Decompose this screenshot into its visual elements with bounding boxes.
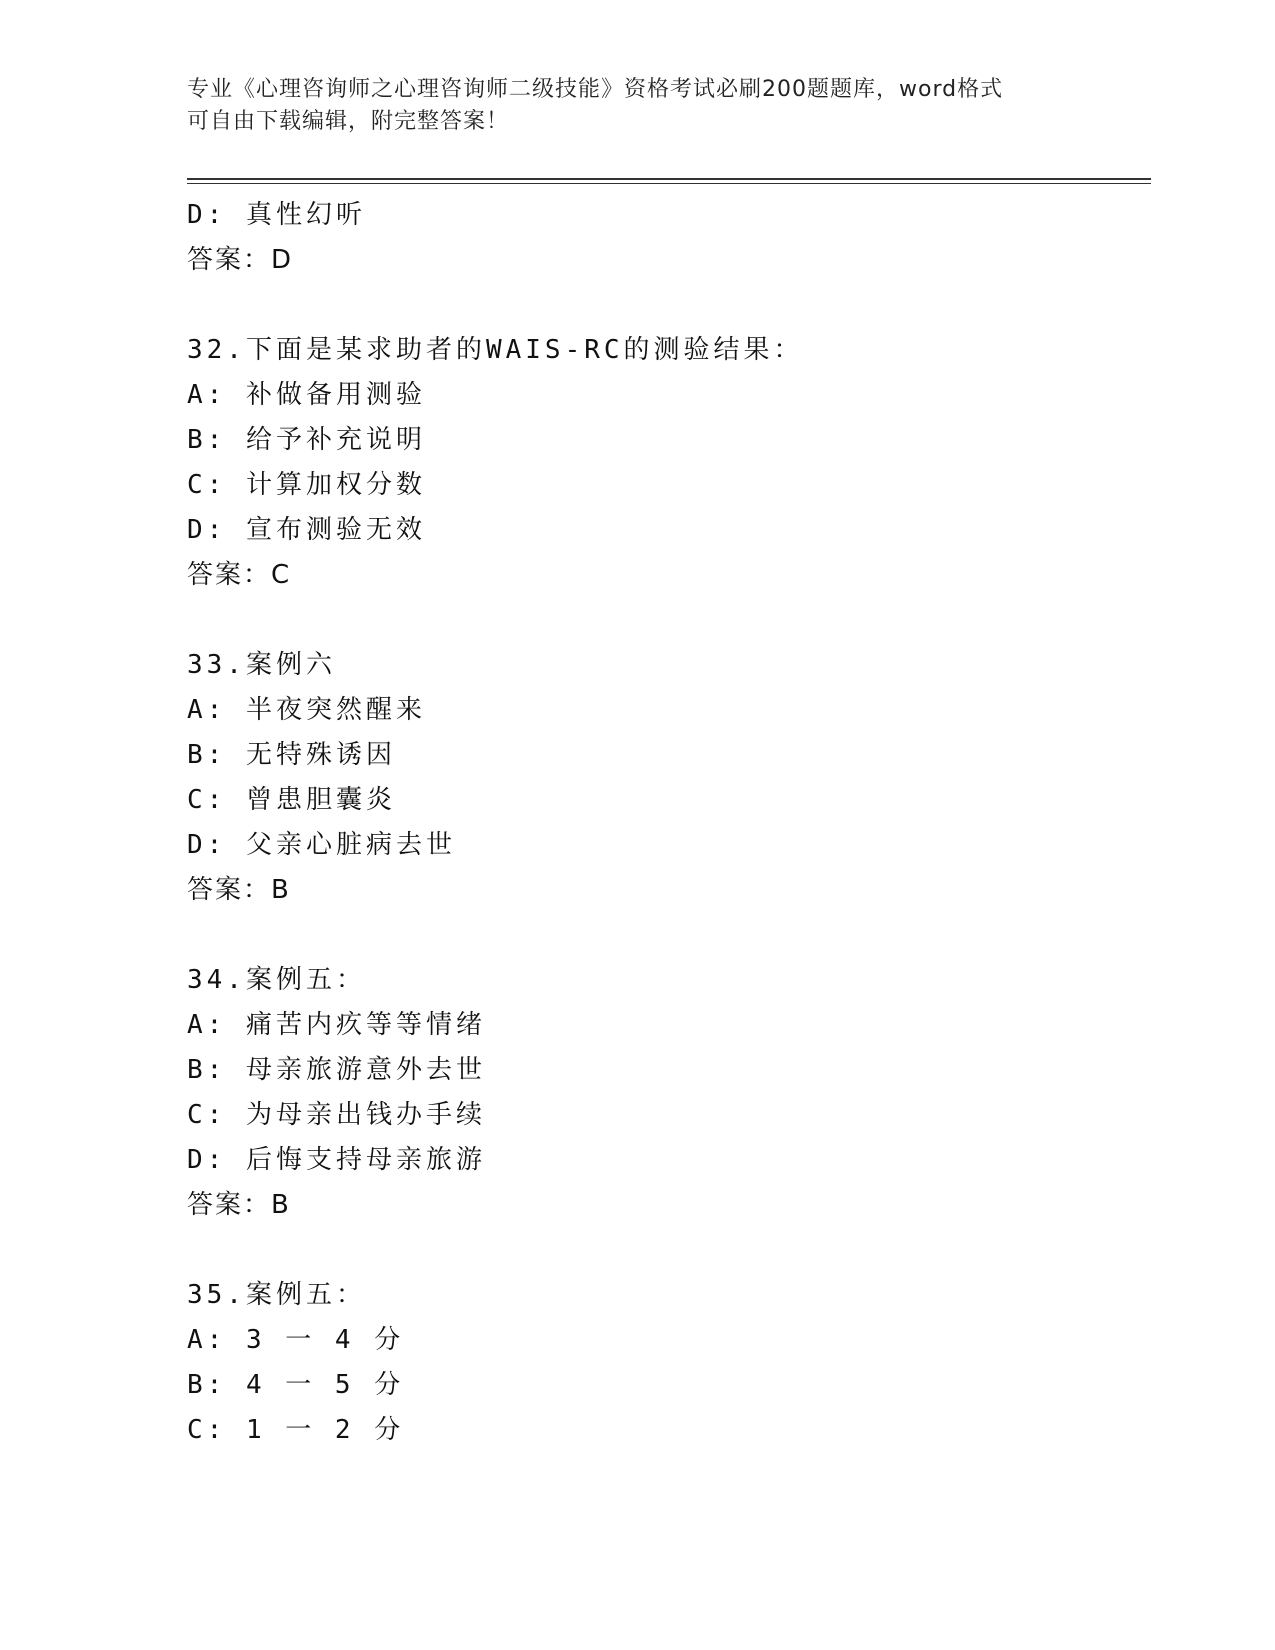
q32-option-c: C: 计算加权分数	[187, 470, 426, 500]
document-header	[187, 74, 1067, 138]
q32-answer: 答案：C	[187, 560, 292, 590]
q35-option-a: A: 3 一 4 分	[187, 1325, 405, 1355]
q34-option-b: B: 母亲旅游意外去世	[187, 1055, 486, 1085]
q34-option-c: C: 为母亲出钱办手续	[187, 1100, 486, 1130]
spacer	[187, 283, 1147, 328]
q32-question: 32.下面是某求助者的WAIS-RC的测验结果：	[187, 335, 804, 365]
q33-answer: 答案：B	[187, 875, 291, 905]
spacer	[187, 598, 1147, 643]
q35-option-b: B: 4 一 5 分	[187, 1370, 405, 1400]
spacer	[187, 1228, 1147, 1273]
q33-question: 33.案例六	[187, 650, 336, 680]
q33-option-b: B: 无特殊诱因	[187, 740, 396, 770]
q33-option-c: C: 曾患胆囊炎	[187, 785, 396, 815]
header-title-line-2: 可自由下载编辑，附完整答案！	[187, 109, 510, 134]
header-divider-bottom	[187, 183, 1151, 184]
q32-option-a: A: 补做备用测验	[187, 380, 426, 410]
q31-option-d: D: 真性幻听	[187, 200, 366, 230]
q34-option-d: D: 后悔支持母亲旅游	[187, 1145, 486, 1175]
q33-option-d: D: 父亲心脏病去世	[187, 830, 456, 860]
q35-option-c: C: 1 一 2 分	[187, 1415, 405, 1445]
q35-question: 35.案例五：	[187, 1280, 366, 1310]
q32-option-b: B: 给予补充说明	[187, 425, 426, 455]
header-divider-top	[187, 178, 1151, 180]
q34-option-a: A: 痛苦内疚等等情绪	[187, 1010, 486, 1040]
spacer	[187, 913, 1147, 958]
q31-answer: 答案：D	[187, 245, 294, 275]
q34-question: 34.案例五：	[187, 965, 366, 995]
header-title-line-1: 专业《心理咨询师之心理咨询师二级技能》资格考试必刷200题题库，word格式	[187, 77, 1004, 102]
q32-option-d: D: 宣布测验无效	[187, 515, 426, 545]
question-list	[187, 193, 1147, 1453]
q34-answer: 答案：B	[187, 1190, 291, 1220]
q33-option-a: A: 半夜突然醒来	[187, 695, 426, 725]
